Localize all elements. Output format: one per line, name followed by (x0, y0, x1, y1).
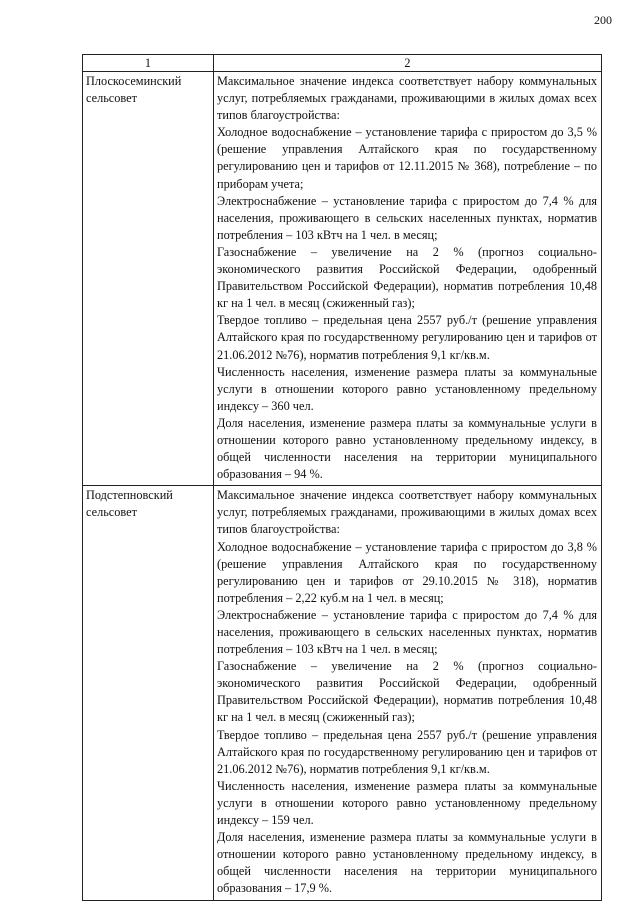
paragraph: Холодное водоснабжение – установление тарифа с приростом до 3,8 % (решение управления Алтайского края по государственному регулированию цен и тарифов от 29.10.2015 № 318), норматив потребления – 2,22 куб.м на 1 чел. в месяц; (217, 539, 597, 605)
table-row (83, 486, 602, 900)
table-row (83, 72, 602, 486)
paragraph: Твердое топливо – предельная цена 2557 руб./т (решение управления Алтайского края по государственному регулированию цен и тарифов от 21.06.2012 №76), норматив потребления 9,1 кг/кв.м. (217, 313, 597, 362)
paragraph: Доля населения, изменение размера платы за коммунальные услуги в отношении которого равно установленному предельному индексу, в общей численности населения на территории муниципального образования – 17,9 %. (217, 830, 597, 896)
paragraph: Доля населения, изменение размера платы за коммунальные услуги в отношении которого равно установленному предельному индексу, в общей численности населения на территории муниципального образования – 94 %. (217, 415, 597, 482)
municipality-name: Плоскосеминский сельсовет (83, 72, 214, 486)
paragraph: Твердое топливо – предельная цена 2557 руб./т (решение управления Алтайского края по государственному регулированию цен и тарифов от 21.06.2012 №76), норматив потребления 9,1 кг/кв.м. (217, 727, 597, 776)
column-header-2: 2 (214, 55, 602, 72)
table-header-row (83, 55, 602, 72)
paragraph: Численность населения, изменение размера платы за коммунальные услуги в отношении которого равно установленному предельному индексу – 159 чел. (217, 778, 597, 828)
data-table (82, 54, 602, 901)
description-cell (214, 486, 602, 900)
paragraph: Электроснабжение – установление тарифа с приростом до 7,4 % для населения, проживающего в сельских населенных пунктах, норматив потребления – 103 кВтч на 1 чел. в месяц; (217, 607, 597, 657)
paragraph: Численность населения, изменение размера платы за коммунальные услуги в отношении которого равно установленному предельному индексу – 360 чел. (217, 364, 597, 413)
paragraph: Газоснабжение – увеличение на 2 % (прогноз социально-экономического развития Российской Федерации, одобренный Правительством Российской Федерации), норматив потребления 10,48 кг на 1 чел. в месяц (сжиженный газ); (217, 244, 597, 311)
description-cell (214, 72, 602, 486)
paragraph: Максимальное значение индекса соответствует набору коммунальных услуг, потребляемых гражданами, проживающими в жилых домах всех типов благоустройства: (217, 488, 597, 537)
column-header-1: 1 (83, 55, 214, 72)
paragraph: Электроснабжение – установление тарифа с приростом до 7,4 % для населения, проживающего в сельских населенных пунктах, норматив потребления – 103 кВтч на 1 чел. в месяц; (217, 193, 597, 242)
paragraph: Максимальное значение индекса соответствует набору коммунальных услуг, потребляемых гражданами, проживающими в жилых домах всех типов благоустройства: (217, 74, 597, 123)
paragraph: Холодное водоснабжение – установление тарифа с приростом до 3,5 % (решение управления Алтайского края по государственному регулированию цен и тарифов от 12.11.2015 № 368), потребление – по приборам учета; (217, 125, 597, 191)
paragraph: Газоснабжение – увеличение на 2 % (прогноз социально-экономического развития Российской Федерации, одобренный Правительством Российской Федерации), норматив потребления 10,48 кг на 1 чел. в месяц (сжиженный газ); (217, 659, 597, 725)
page-number: 200 (594, 13, 612, 27)
municipality-name: Подстепновский сельсовет (83, 486, 214, 900)
